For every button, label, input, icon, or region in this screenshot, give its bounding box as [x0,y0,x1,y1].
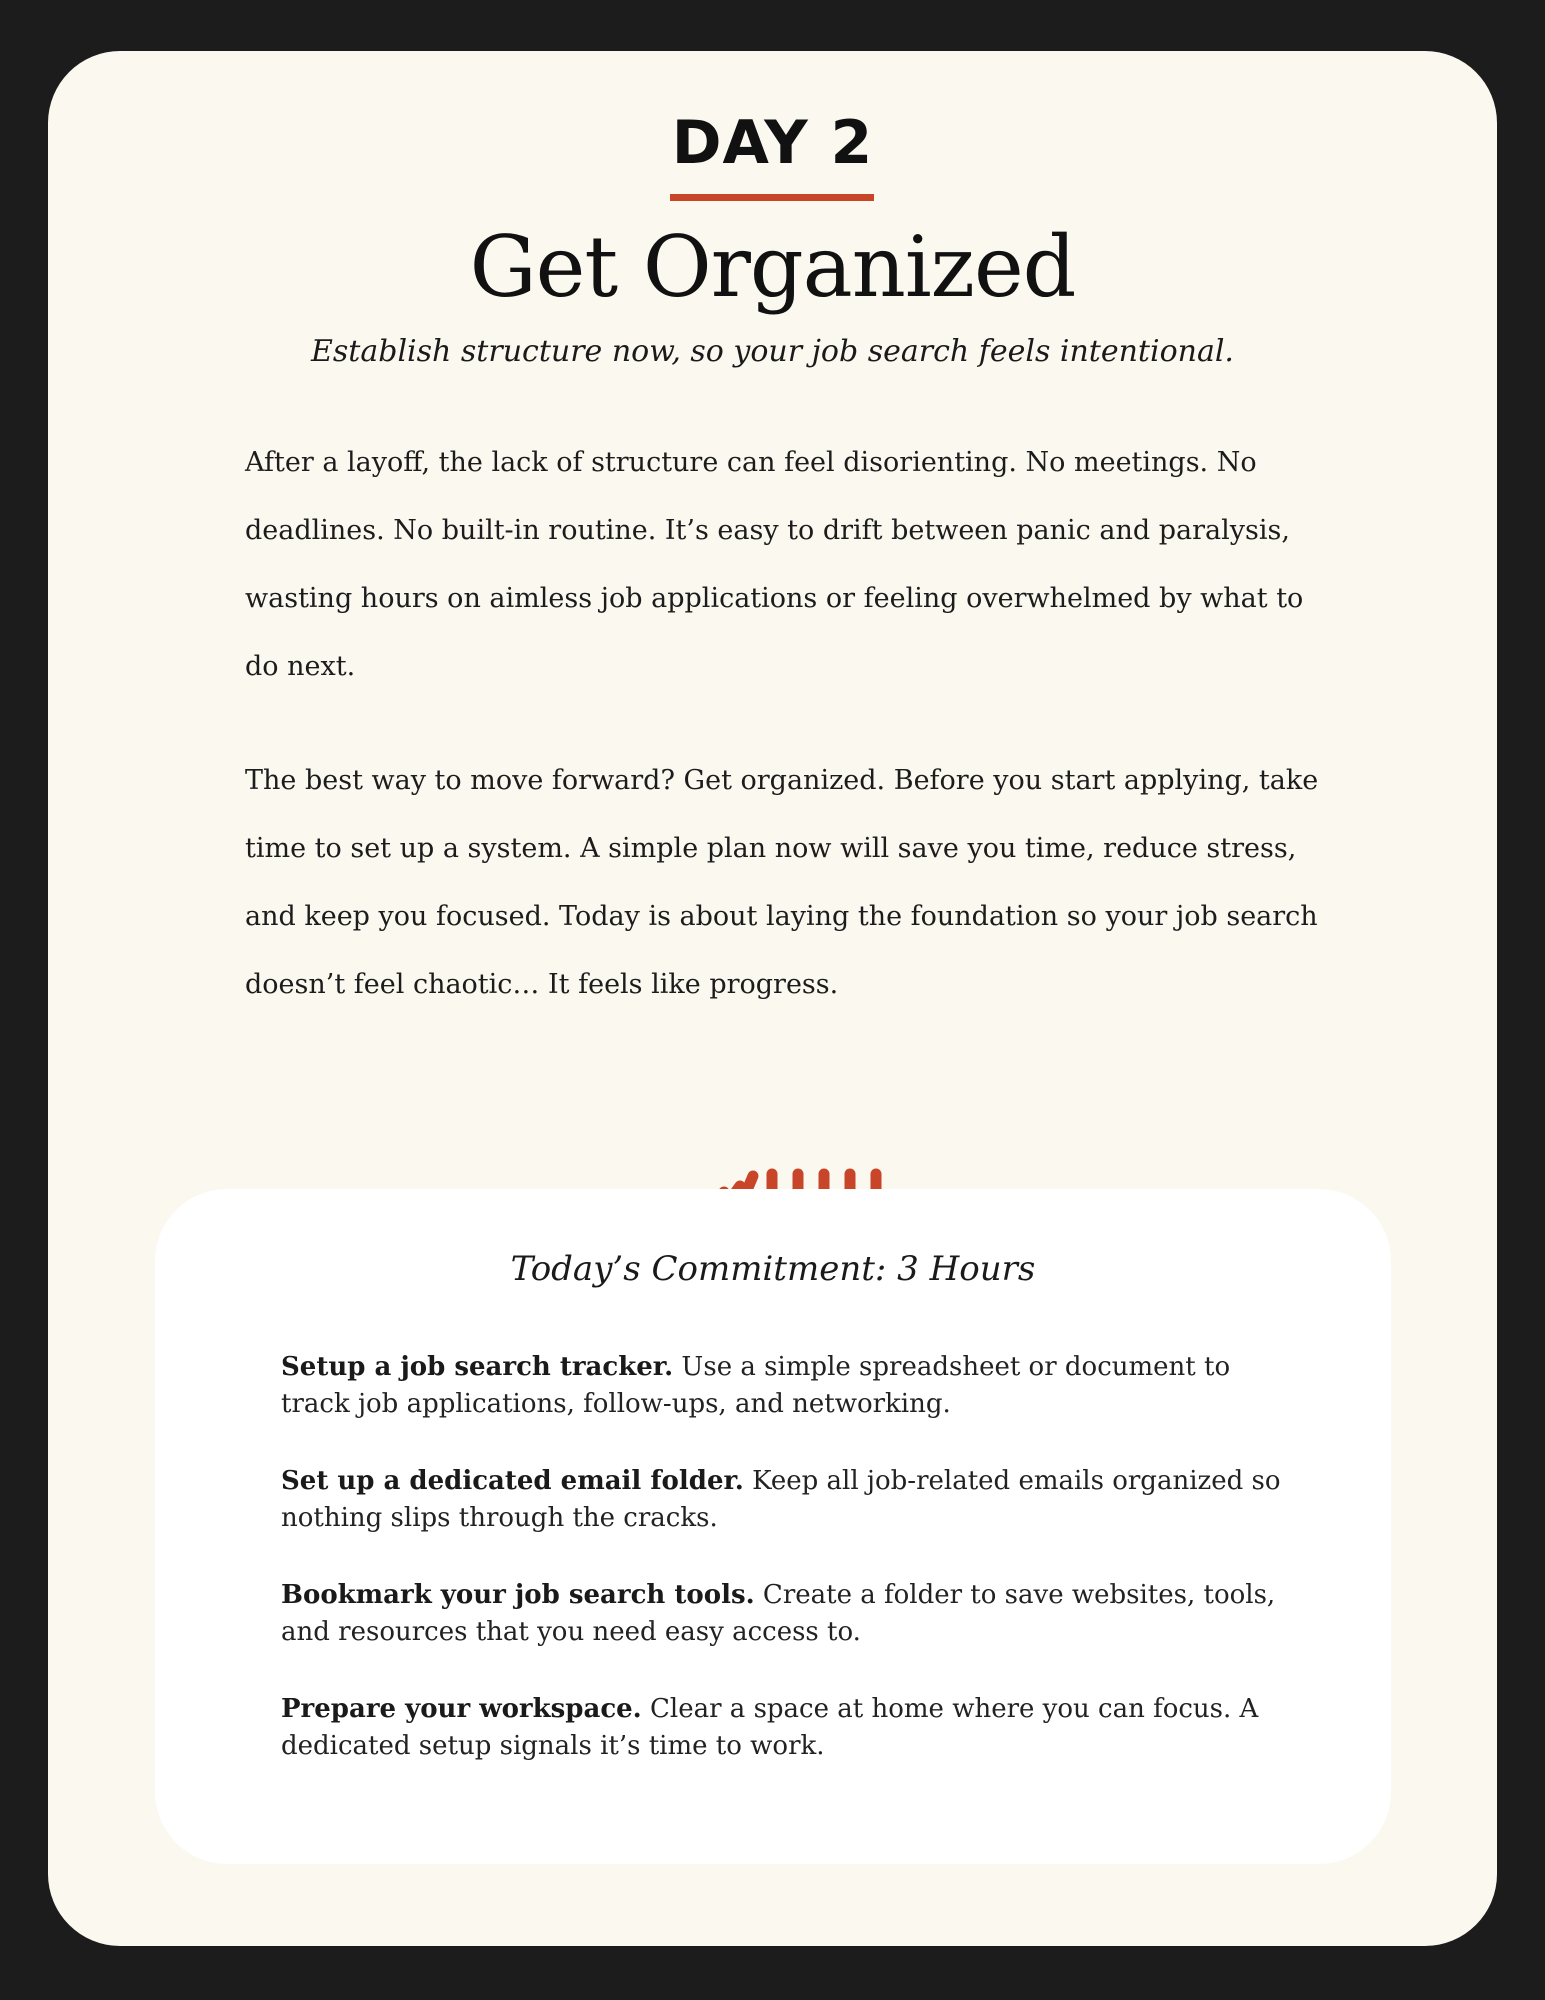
intro-text [245,429,1345,1065]
page-card [48,51,1497,1946]
task-body: Keep all job-related emails organized so nothing slips through the cracks. [281,1466,1281,1533]
intro-paragraph-1: After a layoff, the lack of structure can feel disorienting. No meetings. No deadlines. No built-in routine. It’s easy to drift between panic and paralysis, wasting hours on aimless job applications or feeling overwhelmed by what to do next. [245,447,1304,682]
task-heading: Bookmark your job search tools. [281,1580,755,1610]
task-body: Use a simple spreadsheet or document to track job applications, follow-ups, and networking. [281,1352,1231,1419]
page-subtitle: Establish structure now, so your job search feels intentional. [311,334,1234,369]
commitment-box [155,1189,1391,1864]
commitment-title: Today’s Commitment: 3 Hours [510,1249,1036,1289]
task-item [281,1577,1281,1651]
page-title: Get Organized [469,218,1076,316]
task-item [281,1349,1281,1423]
task-body: Create a folder to save websites, tools, and resources that you need easy access to. [281,1580,1276,1647]
task-list [281,1349,1281,1805]
task-heading: Setup a job search tracker. [281,1352,674,1382]
task-heading: Set up a dedicated email folder. [281,1466,744,1496]
day-label: DAY 2 [671,108,874,178]
task-item [281,1463,1281,1537]
task-item [281,1691,1281,1765]
task-body: Clear a space at home where you can focus. A dedicated setup signals it’s time to work. [281,1694,1259,1761]
day-underline [670,194,874,201]
intro-paragraph-2: The best way to move forward? Get organized. Before you start applying, take time to set up a system. A simple plan now will save you time, reduce stress, and keep you focused. Today is about laying the foundation so your job search doesn’t feel chaotic… It feels like progress. [245,765,1319,1000]
task-heading: Prepare your workspace. [281,1694,642,1724]
